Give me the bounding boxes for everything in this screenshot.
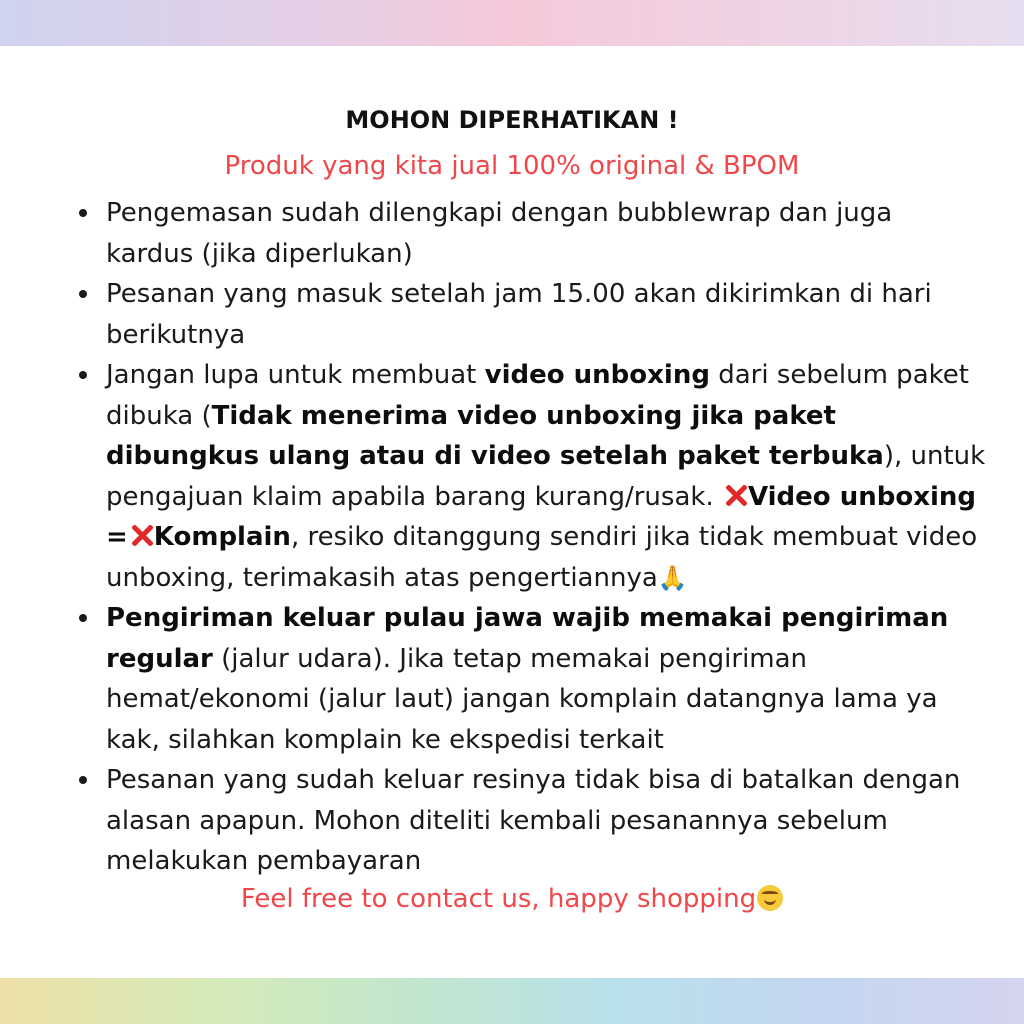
list-item <box>106 193 986 274</box>
footer-message <box>0 884 1024 914</box>
emphasis-text: Pengiriman keluar pulau jawa wajib memakai pengiriman regular <box>106 603 949 674</box>
emphasis-text: = <box>106 522 128 552</box>
list-item <box>106 760 986 882</box>
emphasis-text: Video unboxing <box>747 481 977 512</box>
list-item-text: Jangan lupa untuk membuat <box>106 360 485 390</box>
footer-text: Feel free to contact us, happy shopping <box>240 884 757 914</box>
list-item-text: Pengemasan sudah dilengkapi dengan bubblewrap dan juga kardus (jika diperlukan) <box>106 198 893 269</box>
emphasis-text: Tidak menerima video unboxing jika paket dibungkus ulang atau di video setelah paket terbuka <box>106 400 884 471</box>
list-item-text: ), untuk pengajuan klaim apabila barang kurang/rusak. <box>106 441 986 512</box>
list-item <box>106 274 986 355</box>
list-item-text: , resiko ditanggung sendiri jika tidak membuat video unboxing, terimakasih atas pengertiannya <box>106 522 978 593</box>
list-item-text: dari sebelum paket dibuka ( <box>106 360 969 431</box>
bottom-gradient-band <box>0 978 1024 1024</box>
smiling-face-icon <box>757 885 783 911</box>
cross-mark-icon <box>724 482 746 508</box>
top-gradient-band <box>0 0 1024 46</box>
subtitle: Produk yang kita jual 100% original & BPOM <box>224 151 800 181</box>
list-item-text: Pesanan yang masuk setelah jam 15.00 akan dikirimkan di hari berikutnya <box>106 279 932 350</box>
notice-list <box>106 193 986 882</box>
folded-hands-icon: 🙏 <box>657 563 688 592</box>
list-item <box>106 355 986 598</box>
page-title: MOHON DIPERHATIKAN ! <box>345 106 679 134</box>
cross-mark-icon <box>130 522 152 548</box>
list-item <box>106 598 986 760</box>
emphasis-text: video unboxing <box>484 360 710 390</box>
list-item-text: (jalur udara). Jika tetap memakai pengiriman hemat/ekonomi (jalur laut) jangan komplain datangnya lama ya kak, silahkan komplain ke ekspedisi terkait <box>106 643 938 755</box>
list-item-text: Pesanan yang sudah keluar resinya tidak bisa di batalkan dengan alasan apapun. Mohon diteliti kembali pesanannya sebelum melakukan pembayaran <box>106 765 961 876</box>
emphasis-text: Komplain <box>153 522 291 552</box>
